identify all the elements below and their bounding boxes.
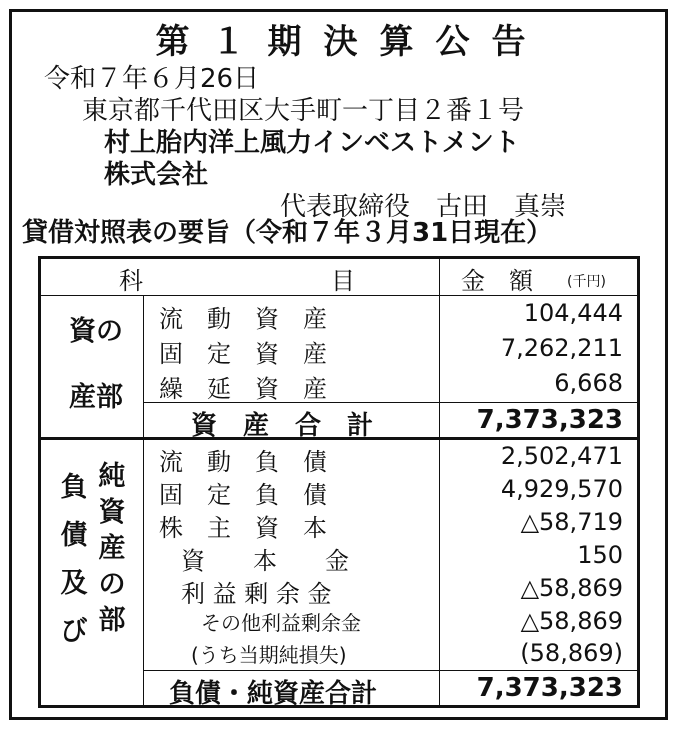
row-label: 株 主 資 本 [159, 514, 327, 542]
row-value: (58,869) [520, 639, 623, 667]
assets-section-label-1: 資の [69, 316, 123, 347]
amount-column-divider [439, 259, 440, 705]
row-label: 資 本 金 [181, 547, 349, 575]
table-header [41, 259, 637, 296]
row-value: △58,869 [520, 574, 623, 602]
row-label: 流 動 資 産 [159, 305, 327, 333]
row-label: 繰 延 資 産 [159, 375, 327, 403]
liab-total-label: 負債・純資産合計 [169, 679, 378, 709]
header-unit: (千円) [567, 274, 606, 290]
header-item-a: 科 [119, 267, 143, 295]
assets-total-value: 7,373,323 [476, 405, 623, 435]
notice-date: 令和７年６月26日 [44, 64, 260, 94]
row-value: 104,444 [523, 299, 623, 327]
assets-total-label: 資 産 合 計 [191, 411, 374, 441]
header-item-b: 目 [331, 267, 355, 295]
header-amount: 金 額 [461, 267, 533, 295]
row-value: 7,262,211 [500, 334, 623, 362]
row-value: △58,719 [520, 508, 623, 536]
company-name-line1: 村上胎内洋上風力インベストメント [104, 128, 520, 158]
row-value: 2,502,471 [500, 442, 623, 470]
balance-sheet-subtitle: 貸借対照表の要旨（令和７年３月31日現在） [22, 218, 553, 248]
row-label: その他利益剰余金 [201, 611, 361, 635]
row-label: 流 動 負 債 [159, 448, 327, 476]
row-value: 6,668 [554, 369, 623, 397]
row-label: 固 定 資 産 [159, 340, 327, 368]
row-value: 150 [577, 541, 623, 569]
row-label: 利 益 剰 余 金 [181, 580, 332, 608]
liab-total-rule [143, 670, 637, 671]
row-value: △58,869 [520, 607, 623, 635]
liab-section-col2: 純 資 産 の 部 [98, 461, 126, 636]
row-label: 固 定 負 債 [159, 481, 327, 509]
liab-total-value: 7,373,323 [476, 673, 623, 703]
assets-section-label-2: 産部 [69, 382, 123, 413]
representative: 代表取締役 古田 真崇 [280, 192, 567, 222]
row-label: (うち当期純損失) [191, 643, 347, 667]
company-address: 東京都千代田区大手町一丁目２番１号 [82, 96, 525, 126]
section-column-divider [143, 295, 144, 705]
company-name-line2: 株式会社 [104, 160, 209, 190]
liab-section-col1: 負 債 及 び [60, 472, 88, 647]
row-value: 4,929,570 [500, 475, 623, 503]
balance-sheet-table [38, 256, 640, 708]
notice-title: 第１期決算公告 [155, 22, 548, 62]
